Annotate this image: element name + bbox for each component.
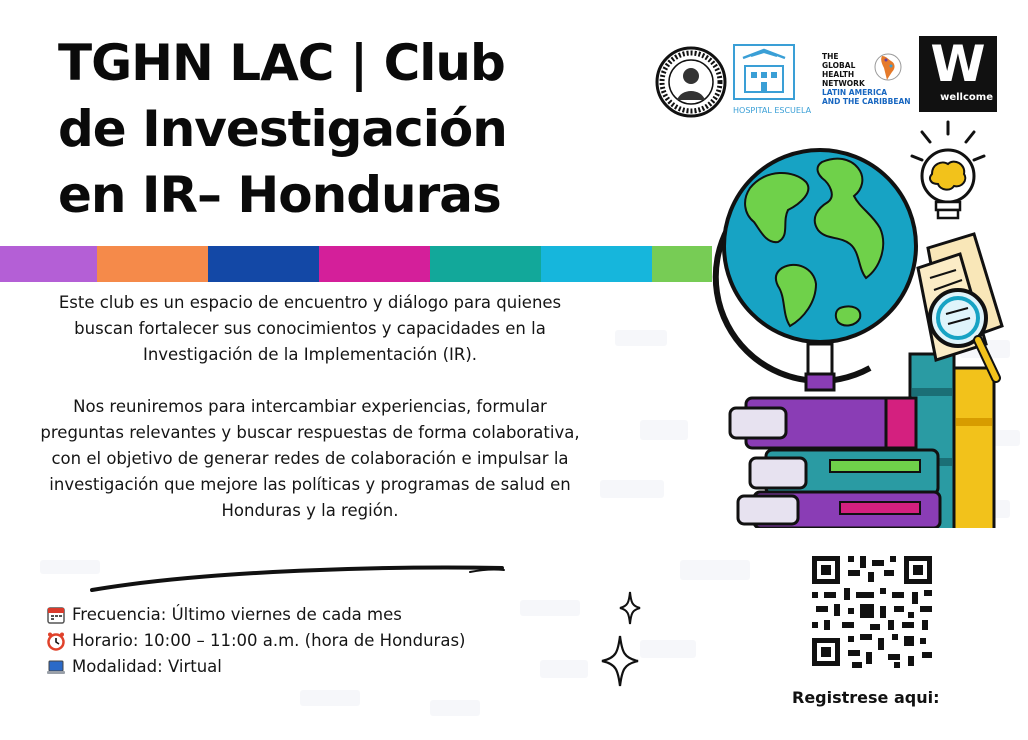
- books-stack-icon: [730, 354, 994, 528]
- research-illustration: [690, 118, 1020, 528]
- alarm-clock-icon: [46, 631, 66, 651]
- wellcome-name: wellcome: [940, 92, 993, 103]
- stripe-segment: [97, 246, 208, 282]
- laptop-icon: [46, 657, 66, 677]
- logo-wellcome: [919, 36, 997, 112]
- qr-cta-label: Registrese aqui:: [792, 688, 940, 707]
- wellcome-letter: W: [930, 35, 986, 93]
- tghn-line: GLOBAL: [822, 61, 856, 70]
- stripe-segment: [319, 246, 430, 282]
- frequency-text: Frecuencia: Último viernes de cada mes: [72, 605, 402, 624]
- detail-mode: [46, 654, 586, 680]
- description-paragraph: Nos reuniremos para intercambiar experiencias, formular preguntas relevantes y buscar respuestas de forma colaborativa, con el objetivo de generar redes de colaboración e impulsar la investigación que mejore las políticas y programas de salud en Honduras y la región.: [40, 397, 580, 520]
- stripe-segment: [541, 246, 652, 282]
- globe-icon: [716, 150, 916, 390]
- mode-text: Modalidad: Virtual: [72, 657, 222, 676]
- hospital-name: HOSPITAL ESCUELA: [733, 106, 812, 115]
- schedule-text: Horario: 10:00 – 11:00 a.m. (hora de Honduras): [72, 631, 466, 650]
- hospital-building-icon: [733, 44, 795, 100]
- qr-code[interactable]: [808, 552, 936, 670]
- tghn-region-line: AND THE CARIBBEAN: [822, 97, 911, 106]
- logo-tghn: [822, 52, 918, 108]
- title-line: de Investigación: [58, 100, 507, 158]
- stripe-segment: [208, 246, 319, 282]
- details-list: [46, 602, 586, 680]
- page-title: [58, 30, 618, 228]
- tghn-line: HEALTH: [822, 70, 855, 79]
- sparkle-icon: [600, 634, 640, 688]
- logo-hospital: [733, 44, 812, 115]
- description: [30, 290, 590, 550]
- institute-seal-icon: [655, 46, 727, 118]
- title-line: TGHN LAC | Club: [58, 34, 505, 92]
- logo-institute: [655, 46, 727, 118]
- tghn-region-line: LATIN AMERICA: [822, 88, 888, 97]
- stripe-segment: [430, 246, 541, 282]
- tghn-line: THE: [822, 52, 839, 61]
- description-paragraph: Este club es un espacio de encuentro y diálogo para quienes buscan fortalecer sus conocimientos y capacidades en la Investigación de la Implementación (IR).: [58, 293, 562, 364]
- title-line: en IR– Honduras: [58, 166, 501, 224]
- stripe-segment: [0, 246, 97, 282]
- tghn-line: NETWORK: [822, 79, 865, 88]
- light-bulb-icon: [912, 122, 984, 218]
- calendar-icon: [46, 605, 66, 625]
- sparkle-icon: [618, 590, 642, 626]
- detail-schedule: [46, 628, 586, 654]
- detail-frequency: [46, 602, 586, 628]
- latam-map-icon: [874, 50, 902, 84]
- underline-swoosh: [90, 560, 510, 594]
